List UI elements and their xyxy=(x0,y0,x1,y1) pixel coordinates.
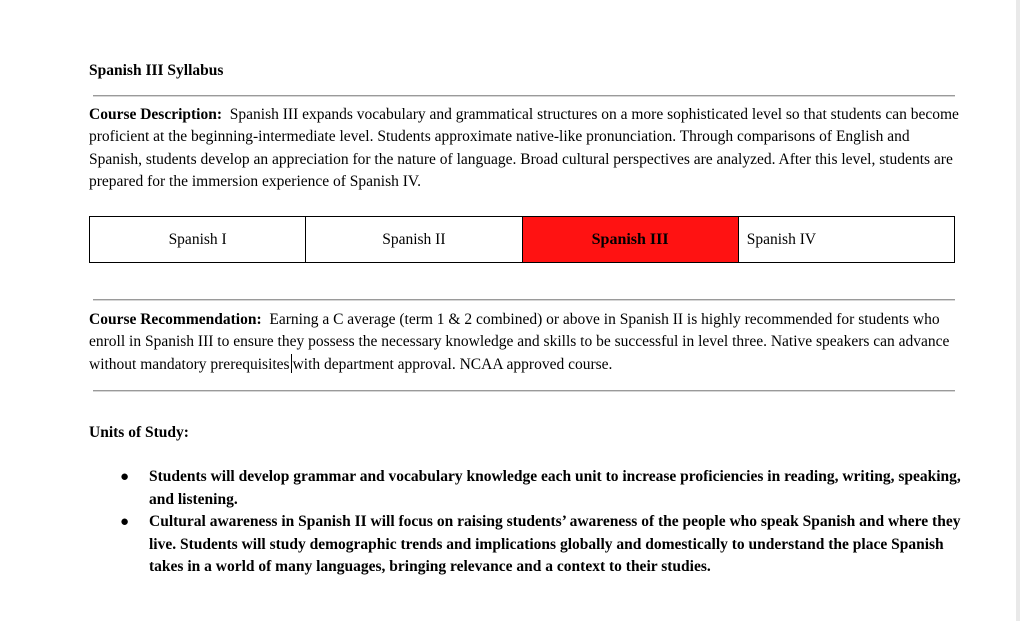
bullet-text: Cultural awareness in Spanish II will focus on raising students’ awareness of the people who speak Spanish and where they live. Students will study demographic trends and implications globally and domestically to understand the place Spanish takes in a world of many languages, bringing relevance and a context to their studies. xyxy=(149,513,961,576)
bullet-icon: ● xyxy=(120,514,130,531)
course-recommendation-text-continued: with department approval. NCAA approved course. xyxy=(292,355,613,373)
level-cell-spanish-2: Spanish II xyxy=(306,217,522,263)
level-cell-spanish-3-current: Spanish III xyxy=(522,217,738,263)
page-title: Spanish III Syllabus xyxy=(89,62,224,79)
text-cursor xyxy=(291,354,292,373)
course-recommendation-text: Earning a C average (term 1 & 2 combined) or above in Spanish II is highly recommended for students who enroll in Spanish III to ensure they possess the necessary knowledge and skills to be successful in level three. Native speakers can advance without mandatory prerequisites xyxy=(89,311,954,373)
course-description[interactable] xyxy=(89,104,964,194)
list-item xyxy=(89,511,969,579)
divider-top xyxy=(93,95,955,97)
divider-middle xyxy=(93,299,955,301)
level-cell-spanish-1: Spanish I xyxy=(90,217,306,263)
divider-bottom xyxy=(93,390,955,392)
course-recommendation-label: Course Recommendation: xyxy=(89,311,262,328)
units-bullet-list xyxy=(89,466,969,579)
bullet-text: Students will develop grammar and vocabulary knowledge each unit to increase proficiencies in reading, writing, speaking, and listening. xyxy=(149,468,961,508)
course-recommendation[interactable] xyxy=(89,309,964,376)
bullet-icon: ● xyxy=(120,469,130,485)
list-item xyxy=(89,466,969,511)
course-levels-table xyxy=(89,216,955,263)
units-of-study-heading: Units of Study: xyxy=(89,424,189,441)
level-cell-spanish-4: Spanish IV xyxy=(738,217,954,263)
course-description-text: Spanish III expands vocabulary and grammatical structures on a more sophisticated level so that students can become proficient at the beginning-intermediate level. Students approximate native-like pronunciation. Through comparisons of English and Spanish, students develop an appreciation for the nature of language. Broad cultural perspectives are analyzed. After this level, students are prepared for the immersion experience of Spanish IV. xyxy=(89,106,963,191)
course-description-label: Course Description: xyxy=(89,106,223,123)
